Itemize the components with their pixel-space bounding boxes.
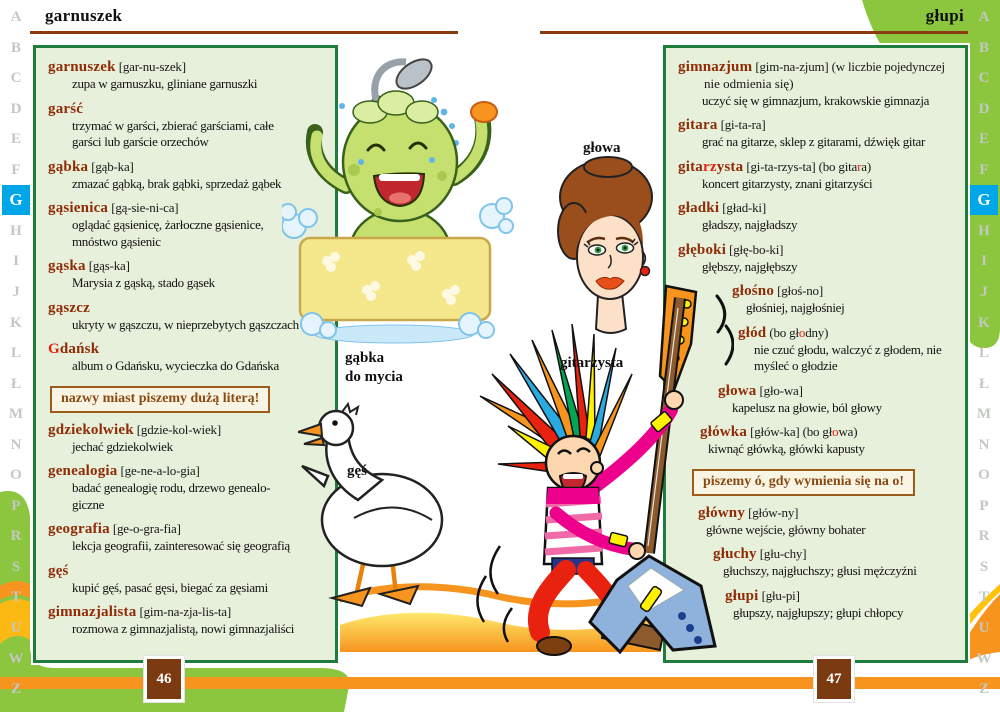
dictionary-entry xyxy=(48,421,331,456)
alphabet-letter-s: S xyxy=(11,558,21,575)
alphabet-letter-a: A xyxy=(10,9,22,25)
headword: Gdańsk xyxy=(48,341,100,357)
example-line: zmazać gąbką, brak gąbki, sprzedaż gąbek xyxy=(72,175,282,191)
alphabet-letter-i: I xyxy=(13,253,19,270)
alphabet-letter-j: J xyxy=(980,283,988,300)
headword: gąsienica xyxy=(48,200,109,216)
example-line: mnóstwo gąsienic xyxy=(72,233,161,249)
dictionary-entry xyxy=(48,603,331,638)
alphabet-letter-e: E xyxy=(978,131,989,148)
headword: garnuszek xyxy=(48,59,116,75)
pronunciation: [gład-ki] xyxy=(719,200,766,215)
alphabet-letter-ł: Ł xyxy=(978,375,989,392)
example-line: ukryty w gąszczu, w nieprzebytych gąszczach xyxy=(72,316,299,332)
headword: gimnazjalista xyxy=(48,604,137,620)
alphabet-letter-w: W xyxy=(976,650,992,667)
usage-note: (w liczbie pojedynczej xyxy=(831,59,945,74)
headword: gładki xyxy=(678,200,720,216)
alphabet-letter-m: M xyxy=(976,406,992,423)
usage-note: (bo gitara) xyxy=(818,158,871,174)
alphabet-letter-c: C xyxy=(10,70,22,87)
running-head-left: garnuszek xyxy=(45,6,123,25)
example-line: myśleć o głodzie xyxy=(754,358,838,373)
example-line: kiwnąć główką, główki kapusty xyxy=(708,441,865,456)
headword: gąbka xyxy=(48,158,89,175)
pronunciation: [gim-na-zjum] xyxy=(752,59,829,74)
running-head-right: głupi xyxy=(925,6,964,25)
dictionary-entry xyxy=(678,116,961,151)
example-line: uczyć się w gimnazjum, krakowskie gimnazja xyxy=(702,92,930,108)
example-line: grać na gitarze, sklep z gitarami, dźwięk gitar xyxy=(702,134,926,149)
example-line: nie czuć głodu, walczyć z głodem, nie xyxy=(754,341,942,357)
dictionary-entry xyxy=(713,545,961,580)
example-line: główne wejście, główny bohater xyxy=(706,521,866,537)
dictionary-entry xyxy=(738,324,961,375)
alphabet-letter-u: U xyxy=(978,620,990,636)
dictionary-entry xyxy=(700,423,961,458)
pronunciation: [głę-bo-ki] xyxy=(726,241,784,257)
alphabet-letter-b: B xyxy=(10,39,21,56)
example-line: kapelusz na głowie, ból głowy xyxy=(732,399,882,415)
example-line: lekcja geografii, zainteresować się geografią xyxy=(72,538,290,553)
headword: główka xyxy=(700,424,748,440)
alphabet-letter-l: L xyxy=(10,345,21,362)
caption-head: głowa xyxy=(583,140,621,156)
alphabet-letter-ł: Ł xyxy=(10,375,21,392)
headword: główny xyxy=(698,504,746,521)
alphabet-letter-d: D xyxy=(978,100,990,117)
pronunciation: [gdzie-kol-wiek] xyxy=(133,421,221,437)
usage-note: nie odmienia się) xyxy=(704,76,794,91)
sound-waves-icon xyxy=(712,292,734,370)
pronunciation: [gło-wa] xyxy=(756,382,803,398)
pronunciation: [gi-ta-rzys-ta] xyxy=(743,158,816,174)
alphabet-letter-d: D xyxy=(10,100,22,117)
header-rule-left xyxy=(30,31,458,34)
pronunciation: [gim-na-zja-lis-ta] xyxy=(136,604,231,619)
dictionary-entry xyxy=(678,241,961,276)
alphabet-letter-b: B xyxy=(978,39,989,56)
alphabet-letter-g: G xyxy=(970,185,998,215)
example-line: jechać gdziekolwiek xyxy=(72,438,173,454)
alphabet-letter-z: Z xyxy=(978,681,989,698)
pronunciation: [gąb-ka] xyxy=(88,158,134,174)
earring xyxy=(641,267,650,276)
dictionary-entry xyxy=(698,504,961,539)
dictionary-entry xyxy=(48,562,331,597)
alphabet-letter-i: I xyxy=(981,253,987,270)
alphabet-letter-r: R xyxy=(10,528,22,545)
alphabet-letter-k: K xyxy=(978,314,990,331)
alphabet-letter-h: H xyxy=(10,222,22,239)
alphabet-letter-j: J xyxy=(12,283,20,300)
pronunciation: [gą-sie-ni-ca] xyxy=(108,200,179,215)
caption-sponge: gąbka do mycia xyxy=(345,350,403,385)
alphabet-letter-m: M xyxy=(8,406,24,423)
dictionary-entry xyxy=(718,382,961,417)
punk-guitarist-illustration xyxy=(468,278,720,670)
example-line: zupa w garnuszku, gliniane garnuszki xyxy=(72,76,258,91)
headword: głód xyxy=(738,324,767,341)
alphabet-letter-z: Z xyxy=(10,681,21,698)
alphabet-letter-o: O xyxy=(10,467,22,484)
pronunciation: [ge-o-gra-fia] xyxy=(109,521,181,536)
headword: gąska xyxy=(48,258,86,274)
dictionary-entry xyxy=(732,282,961,317)
alphabet-letter-f: F xyxy=(979,161,989,178)
example-line: głębszy, najgłębszy xyxy=(702,258,798,274)
headword: głupi xyxy=(725,587,759,604)
alphabet-rail-right xyxy=(968,0,1000,712)
sponge-icon xyxy=(471,102,497,122)
pronunciation: [głu-chy] xyxy=(756,546,807,561)
example-line: badać genealogię rodu, drzewo genealo- xyxy=(72,480,271,495)
bathtub xyxy=(300,238,490,320)
example-line: oglądać gąsienicę, żarłoczne gąsienice, xyxy=(72,217,264,232)
spelling-tip-box: piszemy ó, gdy wymienia się na o! xyxy=(692,469,915,496)
dictionary-entry xyxy=(48,520,331,555)
pronunciation: [głu-pi] xyxy=(758,587,800,603)
headword: gitarzysta xyxy=(678,158,744,175)
example-line: kupić gęś, pasać gęsi, biegać za gęsiami xyxy=(72,579,268,595)
spelling-tip-box: nazwy miast piszemy dużą literą! xyxy=(50,386,270,413)
alphabet-letter-p: P xyxy=(11,497,21,514)
alphabet-letter-a: A xyxy=(978,9,990,25)
example-line: trzymać w garści, zbierać garściami, całe xyxy=(72,117,274,133)
alphabet-letter-l: L xyxy=(978,345,989,362)
alphabet-letter-t: T xyxy=(978,589,989,606)
pronunciation: [ge-ne-a-lo-gia] xyxy=(117,463,200,478)
pronunciation: [gar-nu-szek] xyxy=(115,59,186,74)
example-line: rozmowa z gimnazjalistą, nowi gimnazjaliści xyxy=(72,621,295,636)
alphabet-letter-e: E xyxy=(10,131,21,148)
pronunciation: [gi-ta-ra] xyxy=(717,117,766,132)
caption-guitarist: gitarzysta xyxy=(560,355,624,371)
example-line: koncert gitarzysty, znani gitarzyści xyxy=(702,175,873,191)
alphabet-letter-n: N xyxy=(10,436,22,453)
headword: geografia xyxy=(48,521,110,537)
headword: gimnazjum xyxy=(678,59,753,75)
alphabet-letter-s: S xyxy=(979,558,989,575)
header-rule-right xyxy=(540,31,968,34)
headword: gitara xyxy=(678,117,718,133)
headword: gęś xyxy=(48,562,69,579)
headword: głuchy xyxy=(713,546,757,562)
alphabet-letter-k: K xyxy=(10,314,22,331)
alphabet-letter-c: C xyxy=(978,70,990,87)
headword: gdziekolwiek xyxy=(48,421,134,438)
alphabet-letter-n: N xyxy=(978,436,990,453)
pronunciation: [głów-ka] xyxy=(747,424,800,439)
alphabet-letter-o: O xyxy=(978,467,990,484)
usage-note: (bo głowa) xyxy=(802,424,858,439)
alphabet-letter-h: H xyxy=(978,222,990,239)
example-line: Marysia z gąską, stado gąsek xyxy=(72,275,215,290)
example-line: giczne xyxy=(72,496,105,512)
dictionary-entry xyxy=(678,58,961,109)
alphabet-letter-p: P xyxy=(979,497,989,514)
headword: głęboki xyxy=(678,241,727,258)
dictionary-entry xyxy=(48,462,331,513)
example-line: garści lub garście orzechów xyxy=(72,134,209,149)
dictionary-entry xyxy=(725,587,961,622)
example-line: głośniej, najgłośniej xyxy=(746,300,845,315)
usage-note: (bo głodny) xyxy=(769,324,829,340)
caption-goose: gęś xyxy=(347,463,367,479)
page-number-left: 46 xyxy=(144,656,184,702)
page-number-right: 47 xyxy=(814,656,854,702)
example-line: głuchszy, najgłuchszy; głusi mężczyźni xyxy=(723,563,917,578)
headword: głośno xyxy=(732,283,775,299)
goose-illustration xyxy=(298,400,446,612)
alphabet-letter-r: R xyxy=(978,528,990,545)
alphabet-letter-g: G xyxy=(2,185,30,215)
alphabet-rail-left xyxy=(0,0,32,712)
alphabet-letter-u: U xyxy=(10,620,22,636)
alphabet-letter-w: W xyxy=(8,650,24,667)
example-line: głupszy, najgłupszy; głupi chłopcy xyxy=(733,604,904,620)
headword: garść xyxy=(48,100,84,117)
headword: genealogia xyxy=(48,463,118,479)
pronunciation: [głów-ny] xyxy=(745,504,799,520)
pronunciation: [głoś-no] xyxy=(774,283,823,298)
alphabet-letter-t: T xyxy=(10,589,21,606)
alphabet-letter-f: F xyxy=(11,161,21,178)
headword: gąszcz xyxy=(48,299,91,316)
example-line: gładszy, najgładszy xyxy=(702,217,798,232)
dictionary-entry xyxy=(678,158,961,193)
pronunciation: [gąs-ka] xyxy=(85,258,130,273)
example-line: album o Gdańsku, wycieczka do Gdańska xyxy=(72,358,279,373)
dictionary-entry xyxy=(678,199,961,234)
headword: głowa xyxy=(718,382,757,399)
